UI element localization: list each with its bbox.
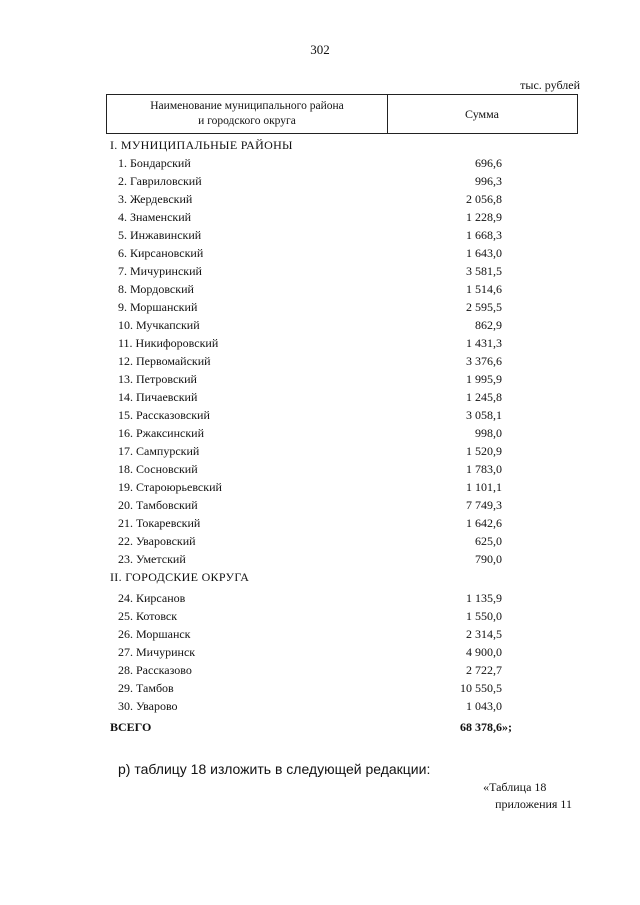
table-row	[106, 625, 578, 643]
table-row	[106, 352, 578, 370]
row-name: 4. Знаменский	[118, 210, 192, 224]
row-value: 1 101,1	[466, 480, 502, 494]
total-row	[106, 718, 578, 736]
table-row	[106, 442, 578, 460]
row-value: 1 550,0	[466, 609, 502, 623]
row-name: 18. Сосновский	[118, 462, 198, 476]
row-value: 1 668,3	[466, 228, 502, 242]
section-heading-city-districts	[106, 568, 578, 586]
table-reference-line2: приложения 11	[495, 797, 572, 811]
row-value: 1 643,0	[466, 246, 502, 260]
section-heading-districts	[106, 136, 578, 154]
row-name: 14. Пичаевский	[118, 390, 198, 404]
header-name-column	[106, 95, 388, 133]
table-row	[106, 316, 578, 334]
table-reference-line1: «Таблица 18	[483, 780, 547, 794]
row-value: 996,3	[475, 174, 502, 188]
row-name: 20. Тамбовский	[118, 498, 198, 512]
row-value: 3 581,5	[466, 264, 502, 278]
table-row	[106, 406, 578, 424]
row-value: 1 228,9	[466, 210, 502, 224]
row-value: 1 245,8	[466, 390, 502, 404]
table-row	[106, 532, 578, 550]
row-name: 11. Никифоровский	[118, 336, 219, 350]
total-value: 68 378,6»;	[460, 720, 512, 734]
row-name: 15. Рассказовский	[118, 408, 210, 422]
row-value: 2 314,5	[466, 627, 502, 641]
row-name: 16. Ржаксинский	[118, 426, 204, 440]
row-name: 30. Уварово	[118, 699, 178, 713]
table-row	[106, 154, 578, 172]
row-name: 21. Токаревский	[118, 516, 201, 530]
page-number: 302	[310, 42, 330, 57]
row-name: 17. Сампурский	[118, 444, 200, 458]
header-name-line2: и городского округа	[198, 115, 296, 127]
table-row	[106, 388, 578, 406]
row-name: 9. Моршанский	[118, 300, 198, 314]
table-row	[106, 280, 578, 298]
table-row	[106, 262, 578, 280]
districts-rows	[106, 154, 578, 568]
row-value: 1 514,6	[466, 282, 502, 296]
row-value: 862,9	[475, 318, 502, 332]
row-value: 2 722,7	[466, 663, 502, 677]
table-body	[106, 136, 578, 736]
table-row	[106, 208, 578, 226]
row-name: 13. Петровский	[118, 372, 197, 386]
row-value: 1 995,9	[466, 372, 502, 386]
row-name: 22. Уваровский	[118, 534, 196, 548]
row-value: 1 043,0	[466, 699, 502, 713]
row-name: 23. Уметский	[118, 552, 186, 566]
row-name: 6. Кирсановский	[118, 246, 204, 260]
table-row	[106, 172, 578, 190]
table-reference	[483, 779, 572, 813]
city-districts-rows	[106, 589, 578, 715]
row-value: 2 595,5	[466, 300, 502, 314]
row-name: 1. Бондарский	[118, 156, 191, 170]
table-row	[106, 190, 578, 208]
row-value: 625,0	[475, 534, 502, 548]
table-row	[106, 478, 578, 496]
table-row	[106, 370, 578, 388]
table-row	[106, 550, 578, 568]
table-header	[106, 94, 578, 134]
row-value: 696,6	[475, 156, 502, 170]
table-row	[106, 298, 578, 316]
row-value: 998,0	[475, 426, 502, 440]
table-row	[106, 514, 578, 532]
row-name: 28. Рассказово	[118, 663, 192, 677]
row-value: 2 056,8	[466, 192, 502, 206]
row-name: 29. Тамбов	[118, 681, 174, 695]
table-row	[106, 589, 578, 607]
table-row	[106, 607, 578, 625]
table-row	[106, 334, 578, 352]
table-row	[106, 679, 578, 697]
table-row	[106, 424, 578, 442]
row-value: 1 520,9	[466, 444, 502, 458]
row-name: 25. Котовск	[118, 609, 178, 623]
row-value: 3 058,1	[466, 408, 502, 422]
row-value: 1 642,6	[466, 516, 502, 530]
header-sum-column: Сумма	[387, 95, 578, 133]
row-value: 4 900,0	[466, 645, 502, 659]
table-row	[106, 643, 578, 661]
amendment-instruction: р) таблицу 18 изложить в следующей редакции:	[118, 761, 431, 777]
row-name: 2. Гавриловский	[118, 174, 202, 188]
row-name: 3. Жердевский	[118, 192, 193, 206]
row-name: 27. Мичуринск	[118, 645, 196, 659]
units-label: тыс. рублей	[520, 78, 580, 92]
total-label: ВСЕГО	[110, 720, 152, 734]
header-name-line1: Наименование муниципального района	[150, 100, 344, 112]
row-value: 3 376,6	[466, 354, 502, 368]
table-row	[106, 460, 578, 478]
row-name: 12. Первомайский	[118, 354, 211, 368]
row-value: 1 135,9	[466, 591, 502, 605]
row-name: 24. Кирсанов	[118, 591, 186, 605]
row-name: 8. Мордовский	[118, 282, 194, 296]
row-value: 1 783,0	[466, 462, 502, 476]
row-value: 1 431,3	[466, 336, 502, 350]
row-name: 5. Инжавинский	[118, 228, 202, 242]
section-title: II. ГОРОДСКИЕ ОКРУГА	[110, 570, 250, 584]
row-name: 7. Мичуринский	[118, 264, 202, 278]
row-value: 10 550,5	[460, 681, 502, 695]
table-row	[106, 244, 578, 262]
row-value: 7 749,3	[466, 498, 502, 512]
row-name: 26. Моршанск	[118, 627, 191, 641]
row-name: 19. Староюрьевский	[118, 480, 222, 494]
section-title: I. МУНИЦИПАЛЬНЫЕ РАЙОНЫ	[110, 138, 293, 152]
table-row	[106, 697, 578, 715]
row-value: 790,0	[475, 552, 502, 566]
row-name: 10. Мучкапский	[118, 318, 200, 332]
table-row	[106, 226, 578, 244]
table-row	[106, 496, 578, 514]
table-row	[106, 661, 578, 679]
